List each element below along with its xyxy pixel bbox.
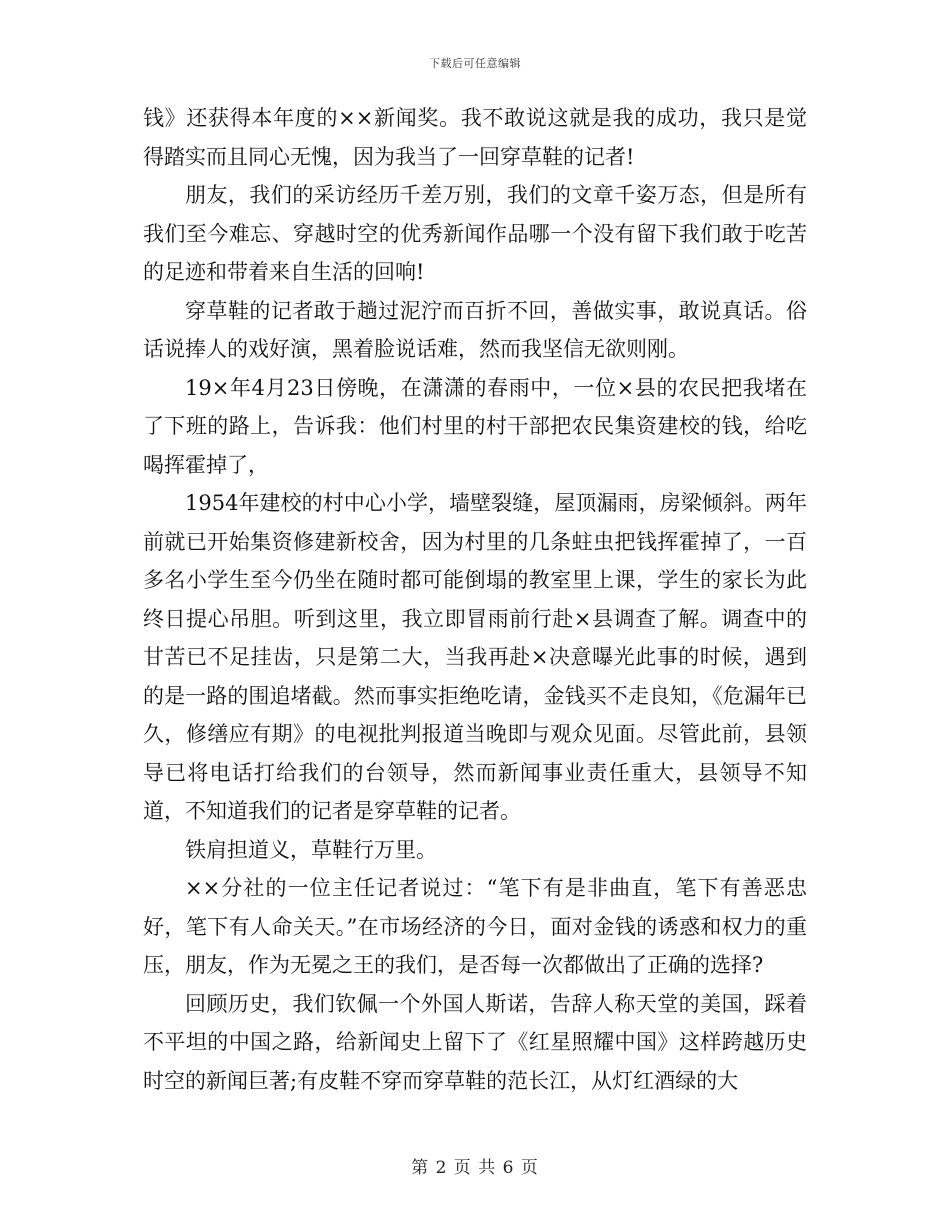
paragraph-5: 1954年建校的村中心小学，墙壁裂缝，屋顶漏雨，房梁倾斜。两年前就已开始集资修建新校舍，因为村里的几条蛀虫把钱挥霍掉了，一百多名小学生至今仍坐在随时都可能倒塌的教室里上课，学生的家长为此终日提心吊胆。听到这里，我立即冒雨前行赴×县调查了解。调查中的甘苦已不足挂齿，只是第二大，当我再赴×决意曝光此事的时候，遇到的是一路的围追堵截。然而事实拒绝吃请，金钱买不走良知，《危漏年已久，修缮应有期》的电视批判报道当晚即与观众见面。尽管此前，县领导已将电话打给我们的台领导，然而新闻事业责任重大，县领导不知道，不知道我们的记者是穿草鞋的记者。: [143, 491, 807, 823]
paragraph-1: 钱》还获得本年度的××新闻奖。我不敢说这就是我的成功，我只是觉得踏实而且同心无愧，因为我当了一回穿草鞋的记者!: [143, 106, 807, 169]
page-header: 下载后可任意编辑: [429, 57, 521, 70]
paragraph-3: 穿草鞋的记者敢于趟过泥泞而百折不回，善做实事，敢说真话。俗话说捧人的戏好演，黑着脸说话难，然而我坚信无欲则刚。: [143, 298, 807, 361]
paragraph-8: 回顾历史，我们钦佩一个外国人斯诺，告辞人称天堂的美国，踩着不平坦的中国之路，给新闻史上留下了《红星照耀中国》这样跨越历史时空的新闻巨著;有皮鞋不穿而穿草鞋的范长江，从灯红酒绿的大: [143, 991, 807, 1093]
paragraph-4: 19×年4月23日傍晚，在潇潇的春雨中，一位×县的农民把我堵在了下班的路上，告诉我：他们村里的村干部把农民集资建校的钱，给吃喝挥霍掉了，: [143, 375, 807, 477]
page-footer: 第 2 页 共 6 页: [411, 1158, 539, 1178]
paragraph-6: 铁肩担道义，草鞋行万里。: [185, 837, 437, 862]
body-text: [143, 99, 807, 1100]
paragraph-2: 朋友，我们的采访经历千差万别，我们的文章千姿万态，但是所有我们至今难忘、穿越时空的优秀新闻作品哪一个没有留下我们敢于吃苦的足迹和带着来自生活的回响!: [143, 183, 807, 284]
paragraph-7: ××分社的一位主任记者说过：“笔下有是非曲直，笔下有善恶忠好，笔下有人命关天。”在市场经济的今日，面对金钱的诱惑和权力的重压，朋友，作为无冕之王的我们，是否每一次都做出了正确的选择?: [143, 876, 807, 977]
